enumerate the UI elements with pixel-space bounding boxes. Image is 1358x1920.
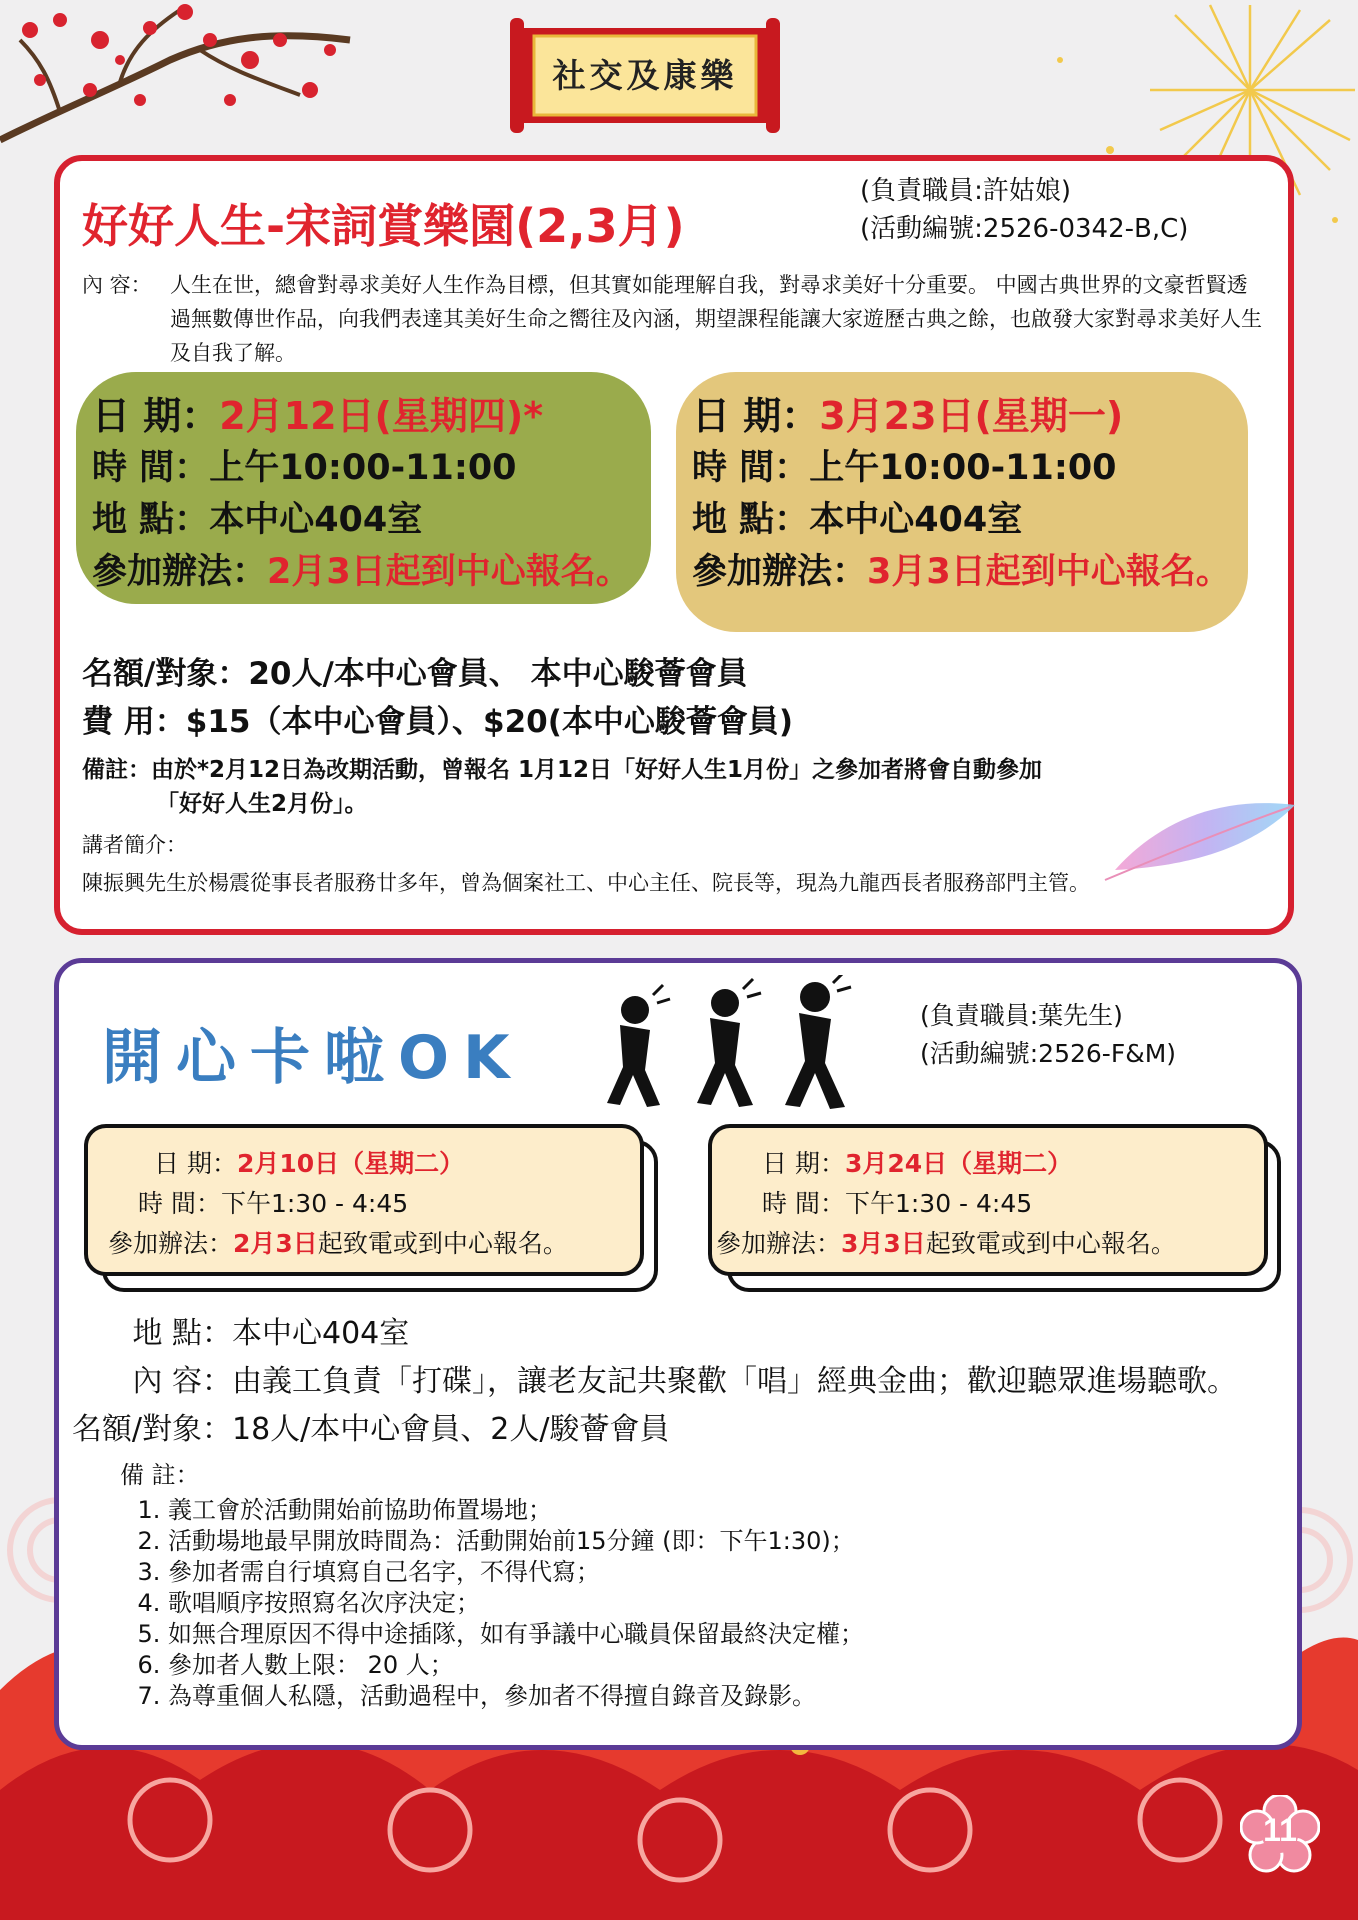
list-item: 6. 參加者人數上限： 20 人；	[168, 1650, 864, 1681]
time-label: 時 間：	[138, 1189, 221, 1218]
session-time: 下午1:30 - 4:45	[220, 1189, 409, 1218]
session-date: 3月23日(星期一)	[819, 394, 1124, 438]
plum-blossom-decoration	[0, 0, 360, 160]
time-label: 時 間：	[692, 448, 810, 488]
list-item: 4. 歌唱順序按照寫名次序決定；	[168, 1588, 864, 1619]
content-label: 內 容：	[82, 273, 152, 297]
remark-note	[82, 753, 1042, 821]
content-label: 內 容：	[132, 1364, 232, 1399]
session-date: 2月12日(星期四)*	[219, 394, 544, 438]
session-time: 上午10:00-11:00	[809, 448, 1117, 488]
apply-label: 參加辦法：	[108, 1229, 234, 1258]
session-card-mar	[676, 372, 1248, 632]
list-item: 7. 為尊重個人私隱，活動過程中，參加者不得擅自錄音及錄影。	[168, 1681, 864, 1712]
session-date: 3月24日（星期二）	[844, 1149, 1073, 1178]
venue: 本中心404室	[232, 1316, 410, 1351]
apply-date: 3月3日	[841, 1229, 926, 1258]
list-item: 2. 活動場地最早開放時間為：活動開始前15分鐘 (即：下午1:30)；	[168, 1526, 864, 1557]
activity-code: (活動編號:2526-F&M)	[920, 1039, 1177, 1068]
activity-title: 開心卡啦OK	[102, 1023, 524, 1093]
time-label: 時 間：	[92, 448, 210, 488]
page-number: 11	[1263, 1812, 1297, 1848]
apply-date: 2月3日	[233, 1229, 318, 1258]
content-text: 人生在世，總會對尋求美好人生作為目標，但其實如能理解自我，對尋求美好十分重要。 中國古典世界的文豪哲賢透過無數傳世作品，向我們表達其美好生命之嚮往及內涵，期望課程能讓大家遊歷古典之餘，也啟發大家對尋求美好人生及自我了解。	[170, 273, 1262, 365]
apply-label: 參加辦法：	[692, 552, 868, 592]
list-item: 5. 如無合理原因不得中途插隊，如有爭議中心職員保留最終決定權；	[168, 1619, 864, 1650]
list-item: 1. 義工會於活動開始前協助佈置場地；	[168, 1495, 864, 1526]
session-apply: 3月3日起到中心報名。	[867, 552, 1231, 592]
staff-info	[920, 997, 1176, 1073]
activity-details	[62, 1310, 1237, 1454]
note-line-2: 「好好人生2月份」。	[156, 791, 368, 817]
apply-label: 參加辦法：	[716, 1229, 842, 1258]
date-label: 日 期：	[92, 394, 220, 438]
activity-description	[82, 268, 1262, 370]
singing-figures-icon	[575, 975, 875, 1115]
session-time: 上午10:00-11:00	[209, 448, 517, 488]
date-label: 日 期：	[154, 1149, 237, 1178]
date-label: 日 期：	[762, 1149, 845, 1178]
staff-name: (負責職員:許姑娘)	[860, 176, 1072, 206]
staff-name: (負責職員:葉先生)	[920, 1001, 1123, 1030]
session-apply: 2月3日起到中心報名。	[267, 552, 631, 592]
feather-icon	[1095, 785, 1305, 890]
session-card-feb	[84, 1124, 644, 1276]
quota: 名額/對象：20人/本中心會員、 本中心駿薈會員	[82, 656, 748, 692]
session-card-mar	[708, 1124, 1268, 1276]
apply-label: 參加辦法：	[92, 552, 268, 592]
speaker-text: 陳振興先生於楊震從事長者服務廿多年，曾為個案社工、中心主任、院長等，現為九龍西長者服務部門主管。	[82, 871, 1090, 895]
remarks-list	[120, 1460, 864, 1712]
staff-info	[860, 172, 1188, 248]
apply-text: 起致電或到中心報名。	[925, 1229, 1176, 1258]
session-date: 2月10日（星期二）	[236, 1149, 465, 1178]
session-time: 下午1:30 - 4:45	[844, 1189, 1033, 1218]
time-label: 時 間：	[762, 1189, 845, 1218]
fee: 費 用：$15（本中心會員）、$20(本中心駿薈會員)	[82, 704, 794, 740]
content: 由義工負責「打碟」，讓老友記共聚歡「唱」經典金曲；歡迎聽眾進場聽歌。	[232, 1364, 1237, 1399]
activity-title: 好好人生-宋詞賞樂園(2,3月)	[82, 199, 685, 253]
apply-text: 起致電或到中心報名。	[317, 1229, 568, 1258]
page-section-title: 社交及康樂	[552, 56, 738, 95]
session-venue: 本中心404室	[209, 500, 423, 540]
session-venue: 本中心404室	[809, 500, 1023, 540]
speaker-intro	[82, 826, 1182, 902]
activity-code: (活動編號:2526-0342-B,C)	[860, 214, 1189, 244]
quota-and-fee	[82, 650, 793, 746]
venue-label: 地 點：	[692, 500, 810, 540]
session-card-feb	[76, 372, 651, 604]
date-label: 日 期：	[692, 394, 820, 438]
speaker-label: 講者簡介：	[82, 833, 187, 857]
list-item: 3. 參加者需自行填寫自己名字，不得代寫；	[168, 1557, 864, 1588]
quota-label: 名額/對象：	[71, 1412, 232, 1447]
quota: 18人/本中心會員、2人/駿薈會員	[232, 1412, 670, 1447]
note-line-1: 備註：由於*2月12日為改期活動，曾報名 1月12日「好好人生1月份」之參加者將會自動參加	[82, 757, 1043, 783]
venue-label: 地 點：	[92, 500, 210, 540]
remarks-label: 備 註：	[120, 1461, 200, 1489]
venue-label: 地 點：	[132, 1316, 232, 1351]
